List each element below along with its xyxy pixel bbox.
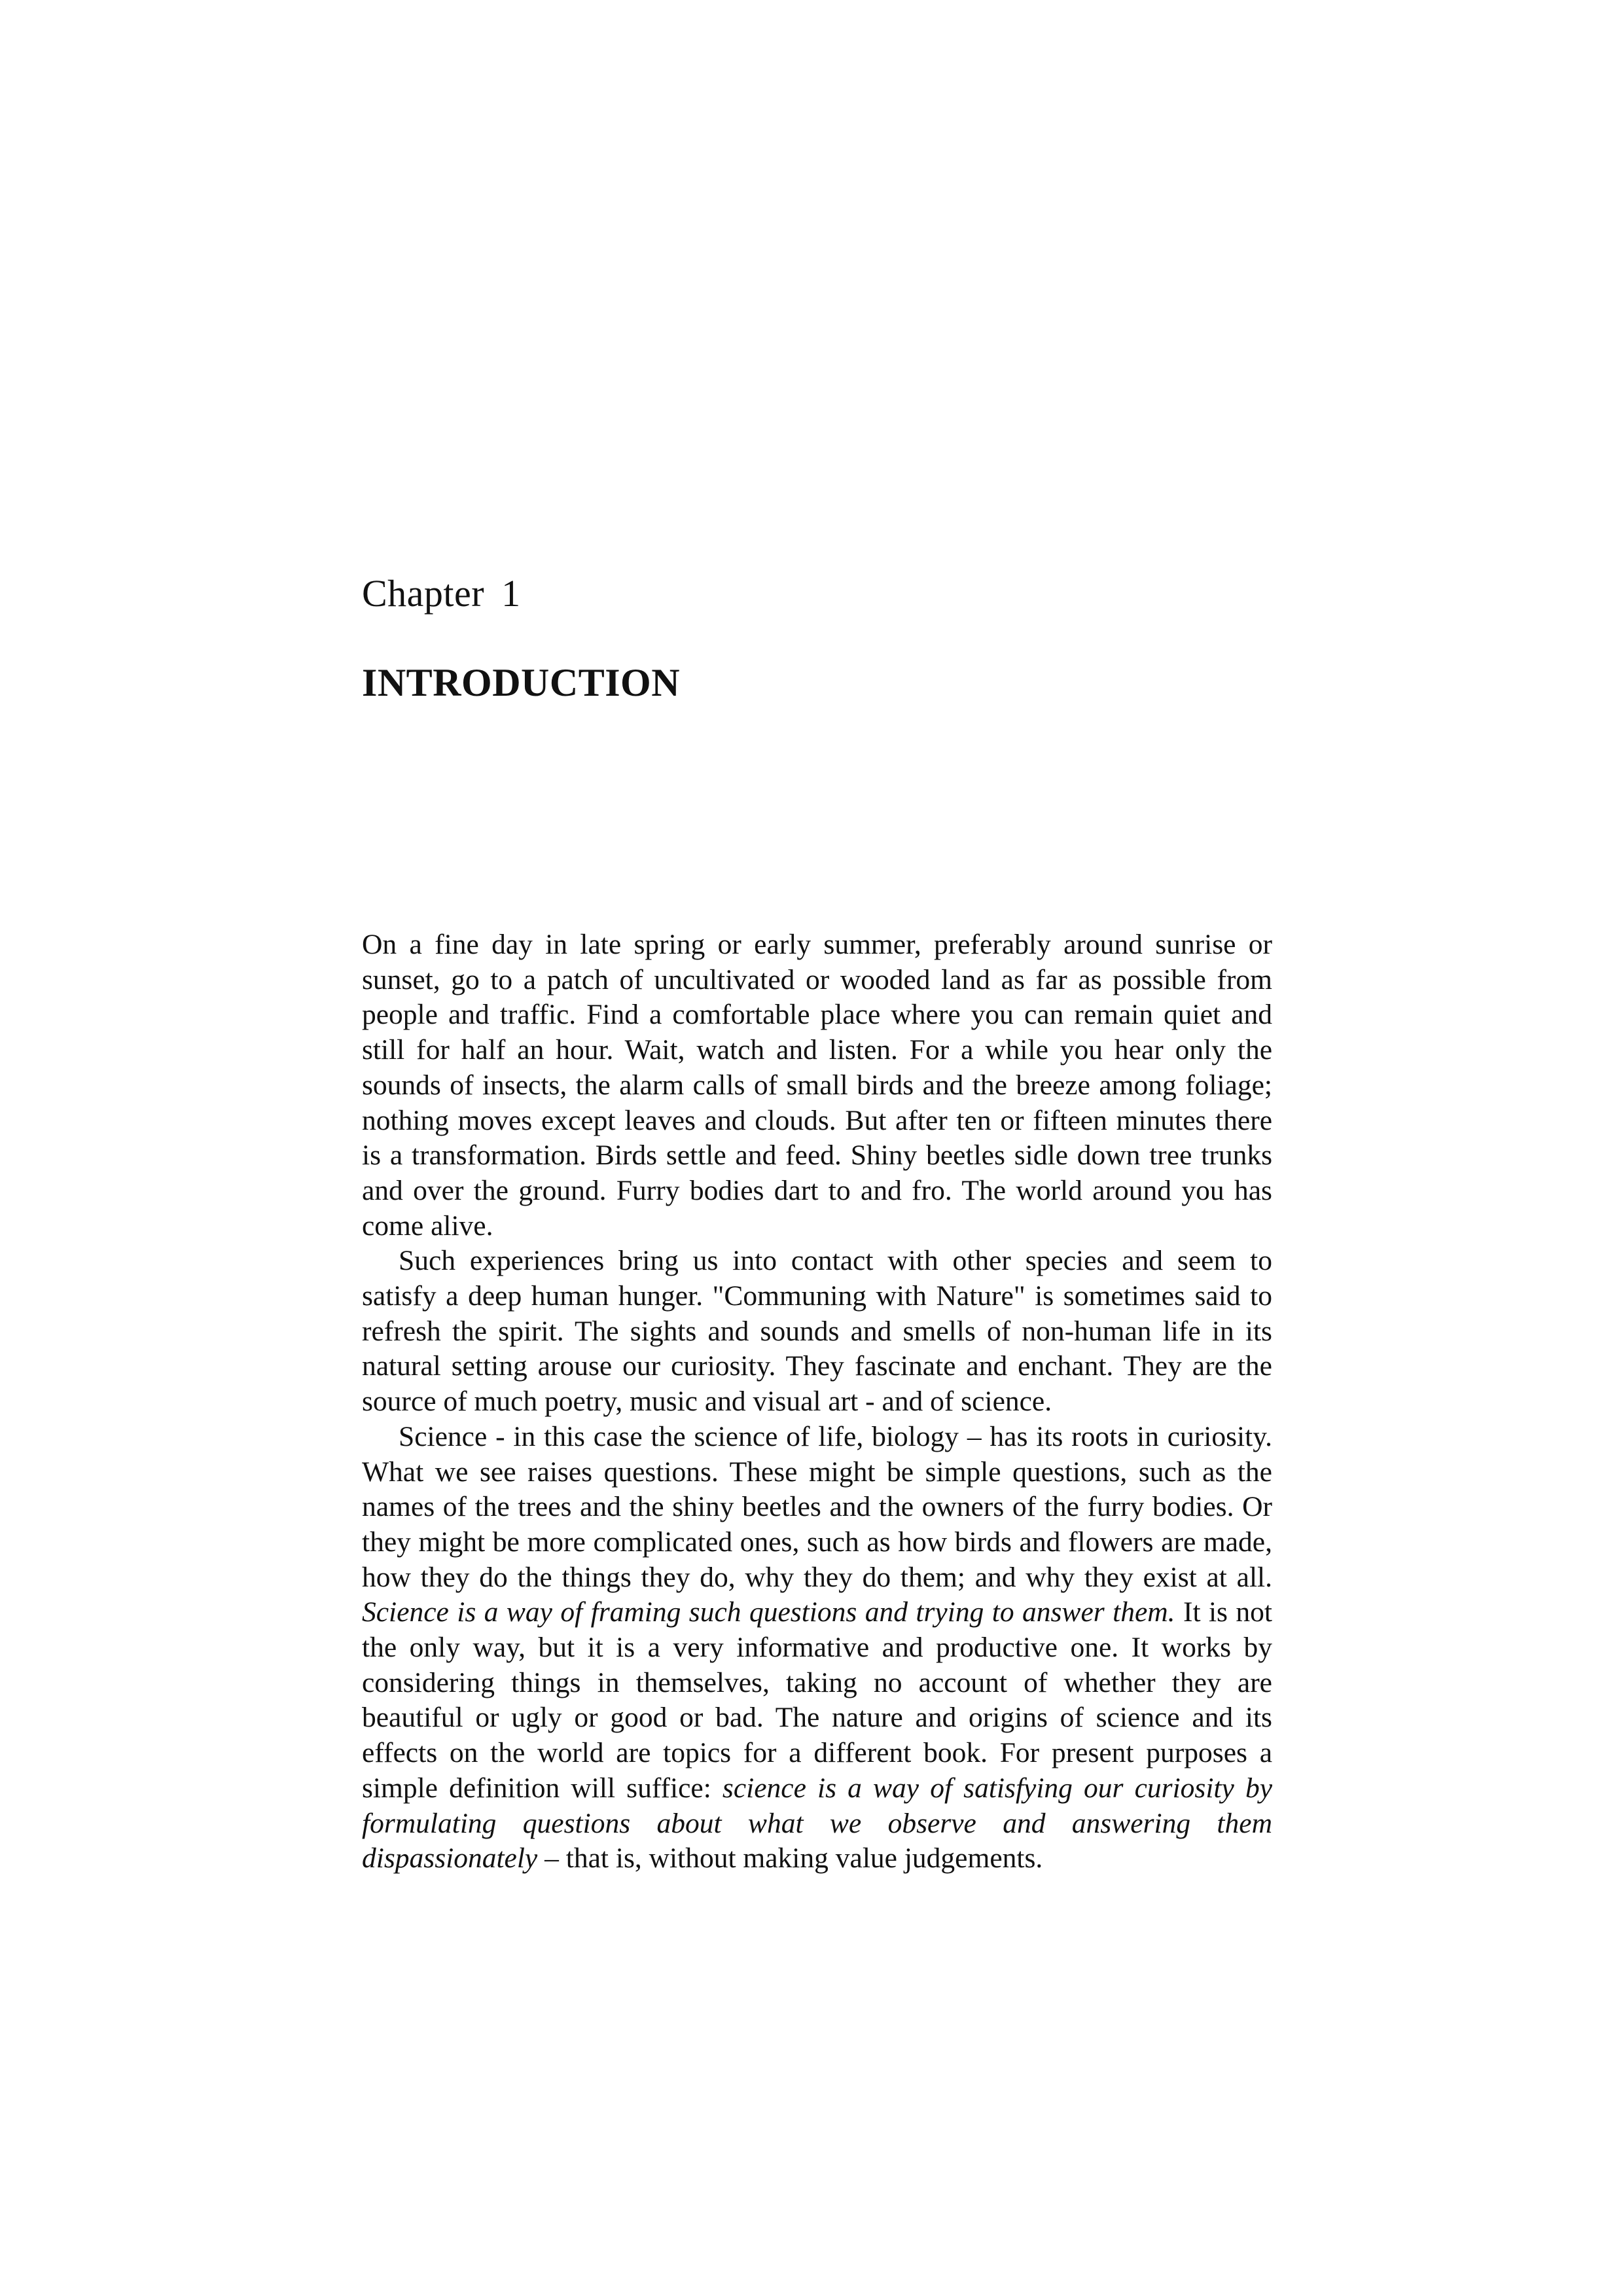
paragraph-2	[362, 1244, 1272, 1420]
paragraph-text: – that is, without making value judgements.	[537, 1842, 1043, 1874]
paragraph-1	[362, 927, 1272, 1244]
chapter-label	[362, 572, 521, 615]
paragraph-text: On a fine day in late spring or early summer, preferably around sunrise or sunset, go to a patch of uncultivated or wooded land as far as possible from people and traffic. Find a comfortable place where you can remain quiet and still for half an hour. Wait, watch and listen. For a while you hear only the sounds of insects, the alarm calls of small birds and the breeze among foliage; nothing moves except leaves and clouds. But after ten or fifteen minutes there is a transformation. Birds settle and feed. Shiny beetles sidle down tree trunks and over the ground. Furry bodies dart to and fro. The world around you has come alive.	[362, 929, 1272, 1242]
chapter-title: INTRODUCTION	[362, 661, 681, 704]
paragraph-text: Science - in this case the science of life, biology – has its roots in curiosity. What we see raises questions. These might be simple questions, such as the names of the trees and the shiny beetles and the owners of the furry bodies. Or they might be more complicated ones, such as how birds and flowers are made, how they do the things they do, why they do them; and why they exist at all.	[362, 1420, 1272, 1593]
paragraph-text: It is not the only way, but it is a very informative and productive one. It works by considering things in themselves, taking no account of whether they are beautiful or ugly or good or bad. The nature and origins of science and its effects on the world are topics for a different book. For present purposes a simple definition will suffice:	[362, 1596, 1272, 1804]
chapter-number: 1	[501, 572, 521, 615]
body-text	[362, 927, 1272, 1876]
chapter-word: Chapter	[362, 572, 485, 615]
emphasized-text: science is a way of satisfying our curiosity by formulating questions about what we observe and answering them dispassionately	[362, 1772, 1272, 1874]
paragraph-text: Such experiences bring us into contact with other species and seem to satisfy a deep human hunger. "Communing with Nature" is sometimes said to refresh the spirit. The sights and sounds and smells of non-human life in its natural setting arouse our curiosity. They fascinate and enchant. They are the source of much poetry, music and visual art - and of science.	[362, 1245, 1272, 1418]
paragraph-3	[362, 1420, 1272, 1876]
emphasized-text: Science is a way of framing such questions and trying to answer them.	[362, 1596, 1175, 1628]
